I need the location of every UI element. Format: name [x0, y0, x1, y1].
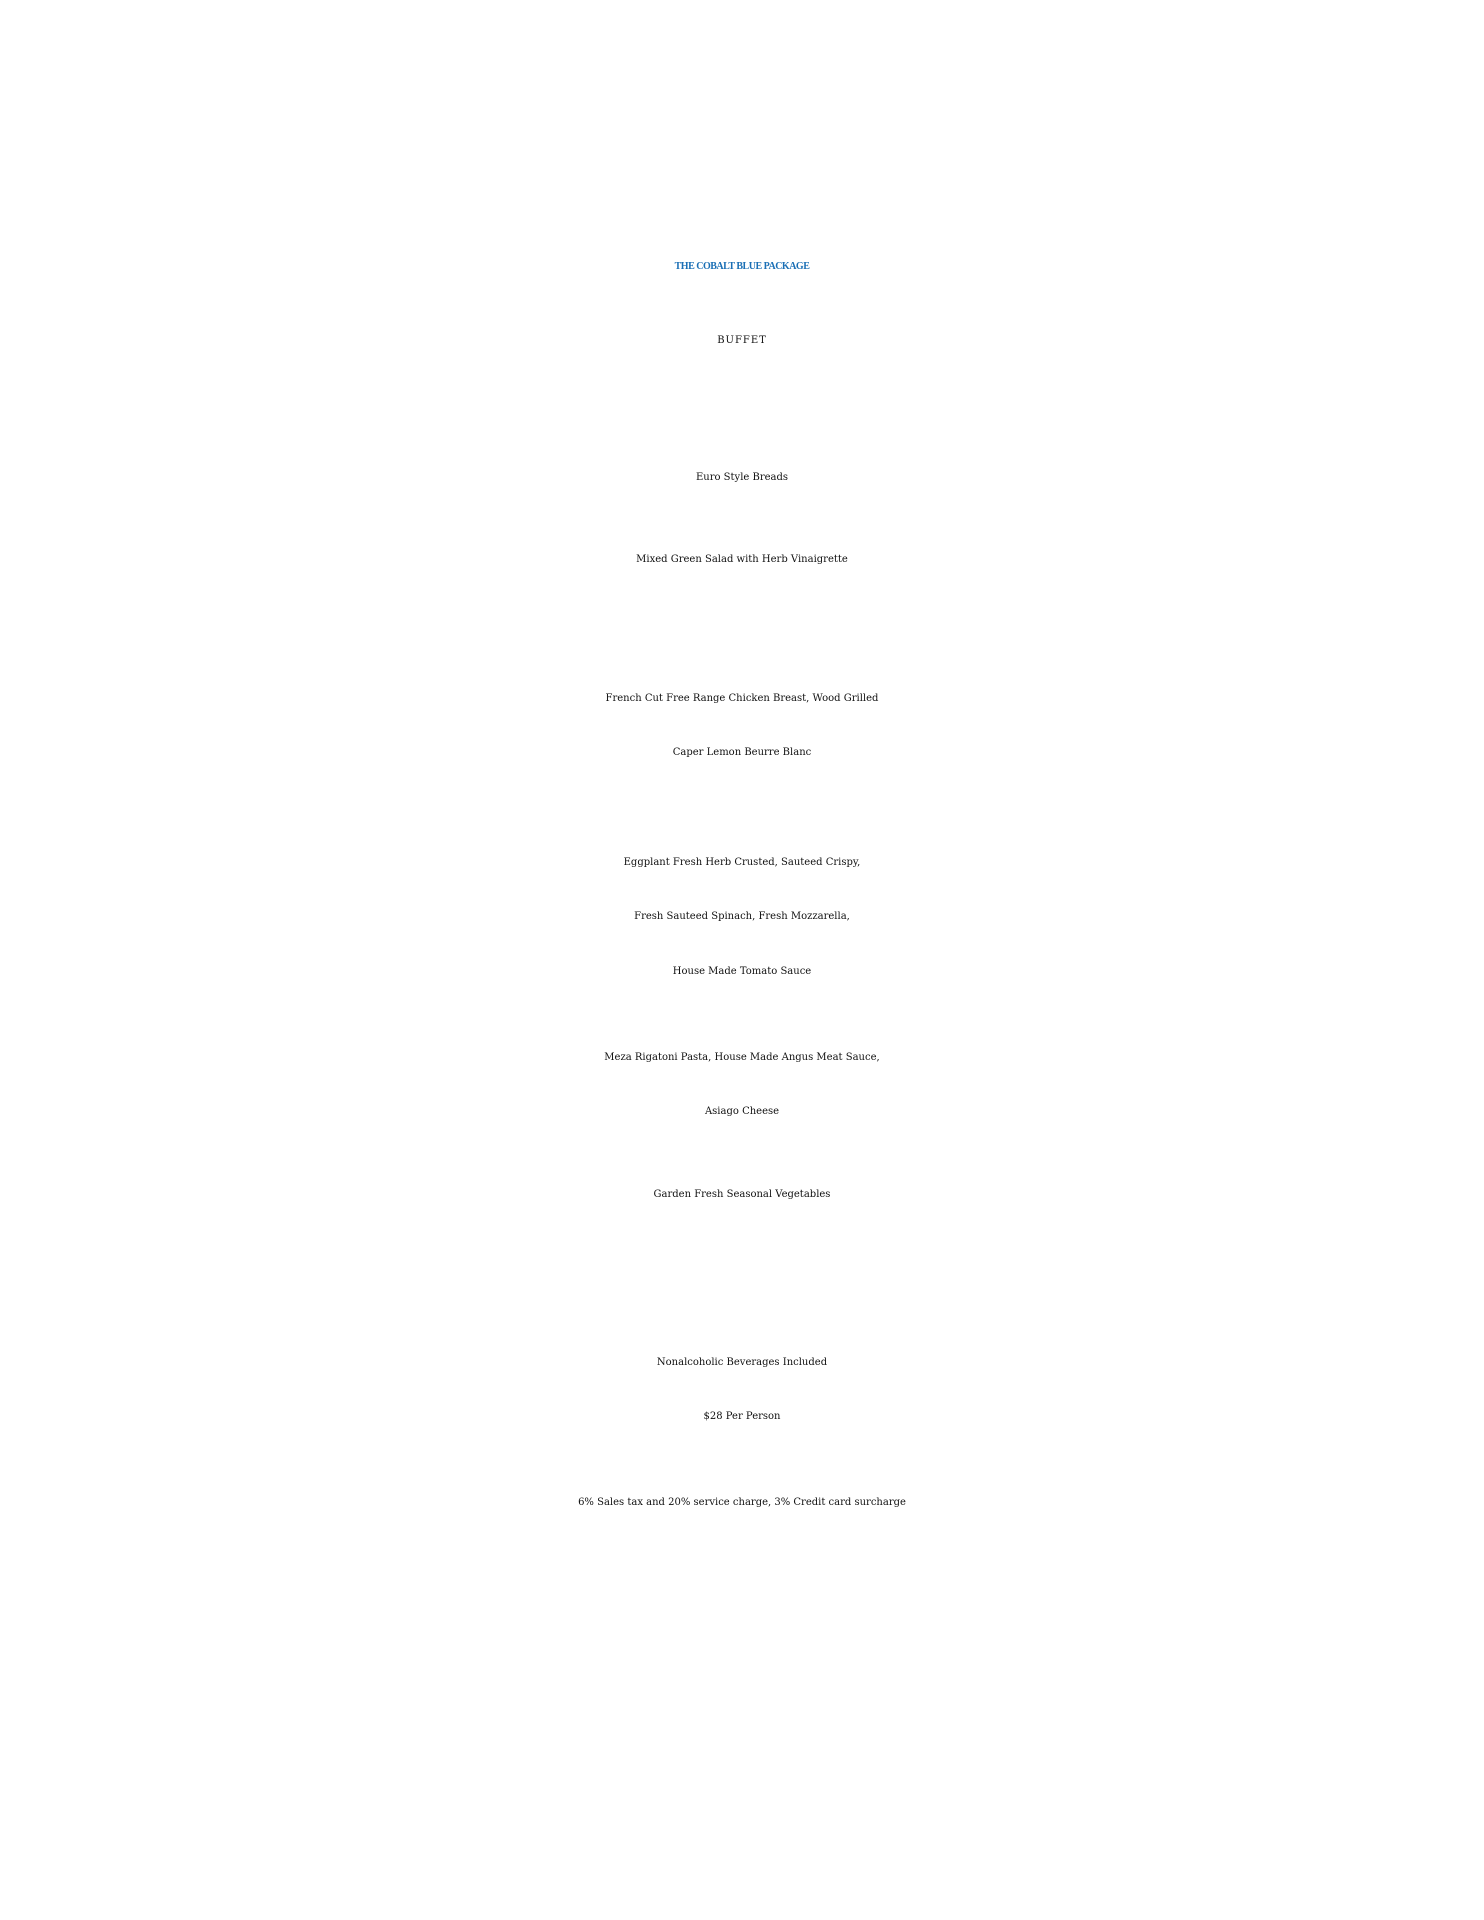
course-mixed-green-salad: Mixed Green Salad with Herb Vinaigrette: [636, 554, 848, 565]
price-per-person: $28 Per Person: [703, 1411, 781, 1422]
course-rigatoni-line-1: Meza Rigatoni Pasta, House Made Angus Meat Sauce,: [604, 1052, 880, 1063]
tax-service-note: 6% Sales tax and 20% service charge, 3% Credit card surcharge: [578, 1497, 906, 1508]
course-rigatoni-line-2: Asiago Cheese: [704, 1106, 780, 1117]
course-euro-breads: Euro Style Breads: [695, 472, 789, 483]
course-seasonal-vegetables: Garden Fresh Seasonal Vegetables: [653, 1189, 831, 1200]
course-eggplant-line-2: Fresh Sauteed Spinach, Fresh Mozzarella,: [634, 911, 850, 922]
course-eggplant-line-3: House Made Tomato Sauce: [672, 966, 812, 977]
course-eggplant-line-1: Eggplant Fresh Herb Crusted, Sauteed Crispy,: [623, 857, 861, 868]
course-chicken-line-1: French Cut Free Range Chicken Breast, Wood Grilled: [605, 693, 879, 704]
menu-title: THE COBALT BLUE PACKAGE: [674, 261, 810, 272]
beverages-note: Nonalcoholic Beverages Included: [656, 1357, 828, 1368]
menu-subtitle: BUFFET: [717, 335, 767, 346]
course-chicken-line-2: Caper Lemon Beurre Blanc: [672, 747, 812, 758]
